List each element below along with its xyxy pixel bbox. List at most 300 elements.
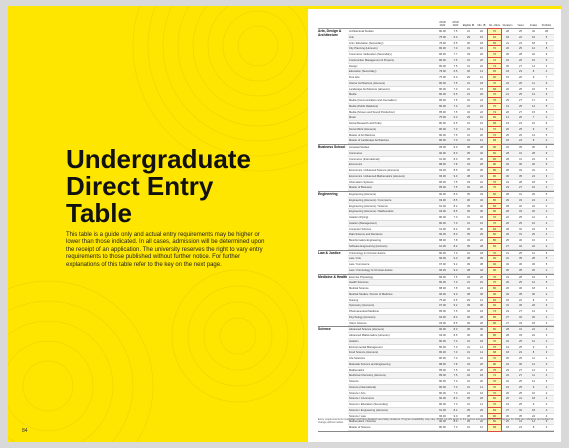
table-cell: 8.2 [453, 204, 458, 208]
table-cell: 35 [467, 397, 470, 401]
table-cell: 15 [506, 76, 509, 79]
table-cell: 8.2 [453, 227, 458, 231]
table-cell: 93.00 [439, 198, 446, 202]
table-cell: 8.0 [453, 193, 458, 196]
table-cell: 5 [545, 257, 548, 261]
table-cell: 75.00 [439, 76, 446, 79]
table-cell: 80.00 [439, 216, 446, 219]
table-cell: 24 [519, 139, 522, 143]
table-cell: 76 [488, 52, 501, 58]
table-cell: 5 [545, 104, 548, 108]
program-name: Interior Architecture (Honours) [349, 81, 385, 85]
table-cell: 28 [480, 315, 483, 319]
table-cell: 78.00 [439, 41, 446, 45]
program-name: Design [349, 64, 358, 68]
table-cell: 24 [506, 362, 509, 366]
program-name: Arts / Education (Secondary) [349, 41, 384, 45]
table-cell: 35 [467, 193, 470, 196]
table-cell: 85.00 [439, 99, 446, 102]
table-cell: 74 [488, 373, 501, 379]
table-cell: 24 [532, 227, 535, 231]
table-row [348, 185, 554, 191]
table-cell: 85.00 [439, 110, 446, 114]
table-cell: 8.5 [453, 321, 458, 325]
table-cell: 7.5 [453, 374, 458, 378]
table-cell: 7.0 [453, 221, 458, 225]
table-cell: 82 [488, 396, 501, 402]
table-cell: 32 [467, 368, 470, 372]
table-cell: 6 [545, 122, 548, 125]
table-cell: 4 [545, 244, 548, 248]
table-cell: 80.00 [439, 391, 446, 395]
table-cell: 16 [480, 47, 483, 51]
group-rows [348, 275, 554, 327]
table-cell: 62 [488, 298, 501, 304]
table-cell: 12 [532, 310, 535, 313]
table-cell: 3 [545, 374, 548, 378]
table-cell: 5 [545, 251, 548, 255]
table-cell: 31 [467, 133, 470, 137]
table-cell: 91.00 [439, 204, 446, 208]
table-cell: 8 [532, 70, 535, 74]
table-cell: 8.0 [453, 157, 458, 161]
table-cell: 25 [519, 251, 522, 255]
group-rows [348, 145, 554, 191]
table-cell: 25 [519, 93, 522, 97]
table-cell: 70 [488, 385, 501, 391]
table-cell: 7.0 [453, 357, 458, 360]
program-name: Mathematics / Science [349, 420, 377, 424]
table-cell: 20 [506, 87, 509, 91]
table-cell: 30 [480, 204, 483, 208]
table-cell: 96.00 [439, 174, 446, 178]
table-cell: 31 [519, 420, 522, 424]
title-line: Direct Entry [66, 171, 214, 201]
table-cell: 32 [506, 146, 509, 149]
table-cell: 75.00 [439, 298, 446, 302]
table-cell: 80.00 [439, 47, 446, 51]
table-cell: 35 [467, 408, 470, 412]
column-header: Eligible IB [462, 24, 475, 27]
program-name: Aviation (Flying) [349, 216, 369, 219]
table-cell: 30 [519, 362, 522, 366]
table-cell: 80.00 [439, 139, 446, 143]
table-cell: 4 [545, 315, 548, 319]
table-cell: 9.0 [453, 268, 458, 272]
table-cell: 30 [519, 239, 522, 242]
table-cell: 14 [480, 351, 483, 355]
table-cell: 26 [480, 233, 483, 237]
table-cell: 20 [480, 275, 483, 279]
table-cell: 20 [480, 368, 483, 372]
table-cell: 80.00 [439, 93, 446, 97]
table-cell: 29 [467, 76, 470, 79]
table-cell: 70 [488, 251, 501, 257]
table-row [348, 268, 554, 274]
table-cell: 14 [480, 385, 483, 389]
program-name: Advanced Mathematics (Honours) [349, 334, 390, 337]
table-cell: 35 [467, 204, 470, 208]
program-name: Media (Screen and Sound Production) [349, 110, 395, 114]
table-cell: 4 [545, 169, 548, 172]
table-cell: 4 [545, 328, 548, 332]
table-cell: 90 [488, 414, 501, 420]
table-cell: 3 [545, 174, 548, 178]
table-cell: 16 [532, 58, 535, 62]
table-cell: 5 [545, 133, 548, 137]
table-cell: 12 [532, 281, 535, 285]
table-cell: 33 [467, 275, 470, 279]
table-cell: 92.00 [439, 315, 446, 319]
table-cell: 9.0 [453, 174, 458, 178]
table-cell: 27 [519, 368, 522, 372]
table-cell: 5 [545, 227, 548, 231]
table-cell: 6.5 [453, 41, 458, 45]
program-name: Advanced Science (Honours) [349, 328, 384, 332]
program-name: Psychology (Honours) [349, 315, 376, 319]
table-cell: 31 [467, 127, 470, 131]
table-cell: 28 [519, 180, 522, 184]
table-cell: 29 [467, 298, 470, 302]
table-cell: 33 [519, 334, 522, 337]
table-cell: 8 [532, 139, 535, 143]
table-cell: 11 [532, 374, 535, 378]
table-cell: 28 [506, 328, 509, 332]
table-cell: 22 [506, 374, 509, 378]
table-cell: 28 [506, 169, 509, 172]
table-cell: 80.00 [439, 133, 446, 137]
table-cell: 22 [532, 169, 535, 172]
table-cell: 7.0 [453, 47, 458, 51]
table-cell: 20 [480, 186, 483, 190]
table-cell: 65 [488, 69, 501, 75]
table-cell: 20 [506, 47, 509, 51]
table-cell: 10 [532, 35, 535, 39]
page-title [66, 146, 296, 227]
table-cell: 7.0 [453, 87, 458, 91]
table-cell: 21 [506, 93, 509, 97]
table-cell: 5 [545, 127, 548, 131]
table-cell: 30 [506, 414, 509, 418]
table-cell: 26 [532, 304, 535, 308]
table-group [318, 327, 554, 432]
table-cell: 8.2 [453, 244, 458, 248]
table-cell: 31 [467, 351, 470, 355]
column-header: ATAR 2022 [439, 21, 446, 27]
table-cell: 90.00 [439, 233, 446, 237]
table-cell: 28 [545, 30, 548, 33]
table-cell: 3 [545, 426, 548, 429]
table-cell: 4 [545, 357, 548, 360]
table-cell: 31 [467, 385, 470, 389]
table-cell: 25 [519, 339, 522, 343]
table-cell: 34 [467, 163, 470, 167]
table-cell: 12 [480, 298, 483, 302]
program-name: Economics / Advanced Science (Honours) [349, 169, 400, 172]
table-cell: 33 [467, 180, 470, 184]
table-cell: 22 [480, 239, 483, 242]
table-cell: 31 [467, 139, 470, 143]
table-cell: 5 [545, 281, 548, 285]
table-cell: 7.8 [453, 163, 458, 167]
table-cell: 14 [480, 345, 483, 349]
column-header: Years [517, 24, 524, 27]
table-cell: 7.7 [453, 53, 458, 56]
table-cell: 25 [506, 239, 509, 242]
table-cell: 22 [480, 420, 483, 424]
table-cell: 25 [519, 391, 522, 395]
group-name: Law & Justice [318, 250, 341, 255]
table-cell: 20 [506, 391, 509, 395]
table-cell: 31 [467, 104, 470, 108]
column-header: No. offers [488, 24, 501, 27]
table-cell: 28 [480, 244, 483, 248]
table-cell: 26 [519, 133, 522, 137]
table-cell: 26 [506, 110, 509, 114]
table-cell: 25 [519, 345, 522, 349]
table-cell: 35 [519, 268, 522, 272]
table-cell: 30 [480, 157, 483, 161]
table-cell: 18 [532, 287, 535, 290]
table-cell: 85.00 [439, 186, 446, 190]
table-cell: 26 [480, 321, 483, 325]
table-cell: 10 [532, 391, 535, 395]
program-name: Engineering (Honours) / Mathematics [349, 210, 394, 214]
table-cell: 4 [545, 70, 548, 74]
table-cell: 35 [467, 151, 470, 155]
table-cell: 30 [480, 334, 483, 337]
table-cell: 15 [480, 87, 483, 91]
table-cell: 7.0 [453, 426, 458, 429]
program-name: Actuarial Studies [349, 146, 370, 149]
table-cell: 28 [532, 151, 535, 155]
table-cell: 4 [545, 233, 548, 237]
table-cell: 80.00 [439, 127, 446, 131]
table-cell: 88.00 [439, 287, 446, 290]
table-cell: 95.00 [439, 146, 446, 149]
table-cell: 5 [545, 157, 548, 161]
table-cell: 4 [545, 287, 548, 290]
table-cell: 24 [519, 41, 522, 45]
table-cell: 12 [532, 216, 535, 219]
column-header: ATAR 2023 [452, 21, 459, 27]
table-cell: 5 [545, 163, 548, 167]
table-cell: 25 [519, 403, 522, 406]
table-cell: 8.0 [453, 233, 458, 237]
table-cell: 35 [519, 257, 522, 261]
table-cell: 22 [532, 204, 535, 208]
table-cell: 82 [488, 327, 501, 333]
table-cell: 20 [506, 281, 509, 285]
program-name: Social Research and Policy [349, 122, 382, 125]
table-cell: 32 [480, 151, 483, 155]
program-name: Pharmaceutical Medicine [349, 310, 380, 313]
table-cell: 8.5 [453, 198, 458, 202]
table-cell: 16 [532, 186, 535, 190]
table-cell: 86 [488, 333, 501, 339]
program-name: Medical Studies / Doctor of Medicine [349, 292, 393, 296]
program-name: Economics [349, 163, 363, 167]
table-cell: 30 [480, 227, 483, 231]
table-cell: 29 [467, 35, 470, 39]
table-cell: 31 [519, 157, 522, 161]
table-cell: 14 [480, 403, 483, 406]
table-cell: 32 [519, 244, 522, 248]
table-cell: 30 [532, 146, 535, 149]
program-name: Life Sciences [349, 357, 365, 360]
table-cell: 14 [532, 368, 535, 372]
table-cell: 23 [506, 186, 509, 190]
table-cell: 38 [467, 268, 470, 272]
table-cell: 28 [506, 204, 509, 208]
table-cell: 18 [480, 216, 483, 219]
table-cell: 82 [488, 232, 501, 238]
table-cell: 20 [480, 362, 483, 366]
table-cell: 9.2 [453, 263, 458, 266]
table-cell: 9.0 [453, 414, 458, 418]
table-cell: 3 [545, 310, 548, 313]
table-cell: 70 [488, 339, 501, 345]
table-cell: 90.00 [439, 193, 446, 196]
table-cell: 86 [488, 321, 501, 327]
table-cell: 32 [467, 374, 470, 378]
table-cell: 75.00 [439, 35, 446, 39]
program-name: Science / Arts [349, 391, 366, 395]
table-cell: 24 [519, 122, 522, 125]
program-name: Medical Science [349, 287, 369, 290]
table-cell: 20 [532, 210, 535, 214]
table-cell: 20 [506, 357, 509, 360]
table-cell: 86.00 [439, 275, 446, 279]
table-cell: 8.0 [453, 420, 458, 424]
table-cell: 7.0 [453, 345, 458, 349]
table-cell: 21 [506, 251, 509, 255]
table-cell: 8.0 [453, 397, 458, 401]
table-cell: 4 [545, 239, 548, 242]
program-name: Social Work (Honours) [349, 127, 376, 131]
table-cell: 74 [488, 110, 501, 116]
table-cell: 70 [488, 391, 501, 397]
table-cell: 26 [480, 53, 483, 56]
table-cell: 80 [488, 286, 501, 292]
table-cell: 19 [506, 403, 509, 406]
table-cell: 92 [488, 262, 501, 268]
table-row [348, 244, 554, 250]
program-name: Media [349, 93, 357, 97]
table-cell: 33 [467, 53, 470, 56]
table-cell: 24 [519, 426, 522, 429]
table-cell: 39 [467, 263, 470, 266]
table-cell: 62 [488, 35, 501, 41]
table-cell: 22 [532, 334, 535, 337]
table-cell: 7.0 [453, 385, 458, 389]
table-cell: 27 [519, 99, 522, 102]
table-cell: 68 [488, 87, 501, 93]
table-cell: 70 [488, 356, 501, 362]
table-cell: 80.00 [439, 357, 446, 360]
table-cell: 6.5 [453, 70, 458, 74]
table-cell: 80.00 [439, 104, 446, 108]
table-cell: 12 [480, 426, 483, 429]
table-cell: 38 [467, 174, 470, 178]
table-cell: 34 [480, 193, 483, 196]
program-name: Information Systems [349, 180, 374, 184]
table-cell: 93.00 [439, 169, 446, 172]
table-cell: 32 [519, 227, 522, 231]
table-cell: 84 [488, 227, 501, 233]
table-cell: 32 [467, 110, 470, 114]
table-cell: 16 [480, 122, 483, 125]
table-cell: 70 [488, 280, 501, 286]
table-cell: 5 [545, 380, 548, 383]
table-cell: 31 [519, 397, 522, 401]
table-cell: 68 [488, 121, 501, 127]
table-cell: 91.00 [439, 157, 446, 161]
table-cell: 18 [480, 81, 483, 85]
table-cell: 82 [488, 192, 501, 198]
column-header: Intake [529, 24, 538, 27]
table-cell: 38 [467, 414, 470, 418]
table-cell: 31 [467, 345, 470, 349]
table-cell: 15 [480, 35, 483, 39]
table-cell: 74 [488, 64, 501, 70]
table-cell: 26 [506, 53, 509, 56]
table-cell: 31 [467, 380, 470, 383]
table-cell: 68 [488, 138, 501, 144]
table-cell: 22 [532, 244, 535, 248]
table-cell: 80.00 [439, 403, 446, 406]
table-cell: 25 [506, 133, 509, 137]
table-cell: 32 [506, 292, 509, 296]
table-cell: 13 [532, 93, 535, 97]
program-name: Master of Business [349, 186, 372, 190]
program-name: Software Engineering (Honours) [349, 244, 388, 248]
program-name: Economics / Advanced Mathematics (Honours) [349, 174, 405, 178]
table-cell: 80 [488, 238, 501, 244]
table-cell: 7.8 [453, 239, 458, 242]
table-cell: 7.5 [453, 64, 458, 68]
program-name: Education (Secondary) [349, 70, 377, 74]
table-cell: 25 [519, 380, 522, 383]
table-cell: 84 [488, 244, 501, 250]
table-cell: 14 [506, 116, 509, 120]
table-cell: 22 [480, 64, 483, 68]
table-cell: 36 [467, 169, 470, 172]
table-cell: 5 [545, 180, 548, 184]
table-cell: 31 [467, 221, 470, 225]
table-cell: 31 [519, 328, 522, 332]
table-cell: 18 [506, 70, 509, 74]
table-cell: 7.5 [453, 310, 458, 313]
program-name: Science / Engineering (Honours) [349, 408, 388, 412]
table-cell: 8.5 [453, 334, 458, 337]
program-name: Arts [349, 35, 354, 39]
table-cell: 35 [467, 420, 470, 424]
table-cell: 85.00 [439, 374, 446, 378]
table-cell: 26 [519, 81, 522, 85]
table-cell: 24 [532, 328, 535, 332]
column-header: Portfolio [541, 24, 552, 27]
left-page [8, 6, 308, 442]
table-cell: 31 [467, 64, 470, 68]
table-cell: 16 [480, 391, 483, 395]
table-cell: 85 [488, 315, 501, 321]
program-name: Aviation (Management) [349, 221, 377, 225]
table-cell: 70 [488, 215, 501, 221]
table-cell: 6.5 [453, 93, 458, 97]
table-cell: 33 [519, 198, 522, 202]
table-cell: 3 [545, 420, 548, 424]
